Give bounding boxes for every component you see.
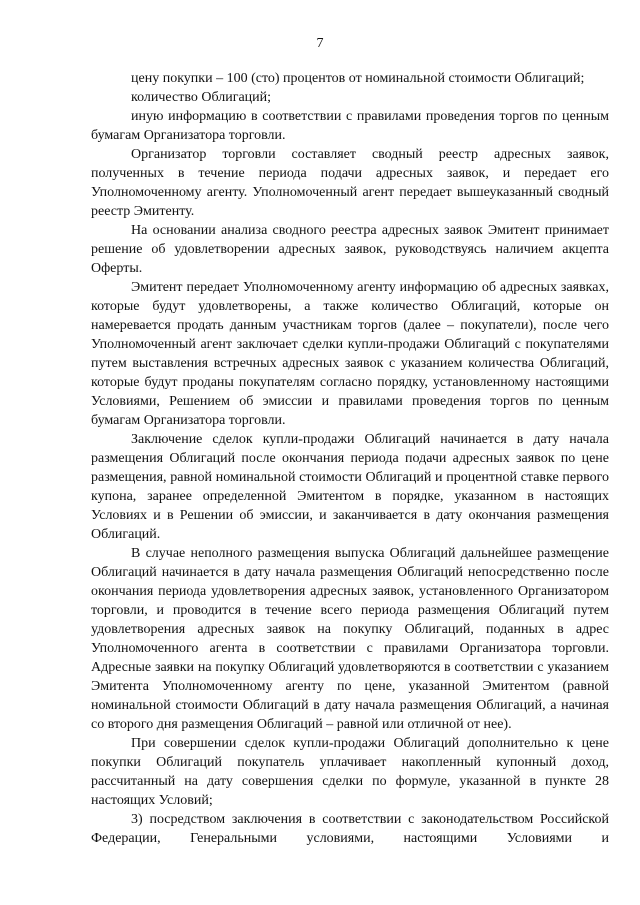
- document-body: [91, 69, 609, 848]
- paragraph-other-information: иную информацию в соответствии с правилами проведения торгов по ценным бумагам Организатора торговли.: [91, 109, 609, 143]
- paragraph-bond-quantity: количество Облигаций;: [131, 90, 272, 105]
- paragraph-coupon-income: При совершении сделок купли-продажи Облигаций дополнительно к цене покупки Облигаций покупатель уплачивает накопленный купонный доход, рассчитанный на дату совершения сделки по формуле, указанной в пункте 28 настоящих Условий;: [91, 736, 609, 808]
- paragraph-issuer-decision: На основании анализа сводного реестра адресных заявок Эмитент принимает решение об удовлетворении адресных заявок, руководствуясь наличием акцепта Оферты.: [91, 223, 609, 276]
- paragraph-incomplete-placement: В случае неполного размещения выпуска Облигаций дальнейшее размещение Облигаций начинается в дату начала размещения Облигаций непосредственно после окончания периода удовлетворения адресных заявок, установленного Организатором торговли, и проводится в течение всего периода размещения Облигаций путем удовлетворения адресных заявок на покупку Облигаций, поданных в адрес Уполномоченного агента в соответствии с правилами Организатора торговли. Адресные заявки на покупку Облигаций удовлетворяются в соответствии с указанием Эмитента Уполномоченному агенту по цене, указанной Эмитентом (равной номинальной стоимости Облигаций в дату начала размещения Облигаций, а начиная со второго дня размещения Облигаций – равной или отличной от нее).: [91, 546, 609, 732]
- paragraph-method-three: 3) посредством заключения в соответствии с законодательством Российской Федерации, Генеральными условиями, настоящими Условиями и: [91, 812, 609, 846]
- paragraph-purchase-price: цену покупки – 100 (сто) процентов от номинальной стоимости Облигаций;: [131, 71, 585, 86]
- page-number: 7: [316, 36, 324, 51]
- paragraph-agent-information: Эмитент передает Уполномоченному агенту информацию об адресных заявках, которые будут удовлетворены, а также количество Облигаций, которые он намеревается продать данным участникам торгов (далее – покупатели), после чего Уполномоченный агент заключает сделки купли-продажи Облигаций с покупателями путем выставления встречных адресных заявок с указанием количества Облигаций, которые будут проданы покупателям согласно порядку, установленному настоящими Условиями, Решением об эмиссии и правилами проведения торгов по ценным бумагам Организатора торговли.: [91, 280, 609, 428]
- paragraph-trade-conclusion: Заключение сделок купли-продажи Облигаций начинается в дату начала размещения Облигаций после окончания периода подачи адресных заявок по цене размещения, равной номинальной стоимости Облигаций и процентной ставке первого купона, заранее определенной Эмитентом в порядке, указанном в настоящих Условиях и в Решении об эмиссии, и заканчивается в дату окончания размещения Облигаций.: [91, 432, 609, 542]
- paragraph-consolidated-register: Организатор торговли составляет сводный реестр адресных заявок, полученных в течение периода подачи адресных заявок, и передает его Уполномоченному агенту. Уполномоченный агент передает вышеуказанный сводный реестр Эмитенту.: [91, 147, 609, 219]
